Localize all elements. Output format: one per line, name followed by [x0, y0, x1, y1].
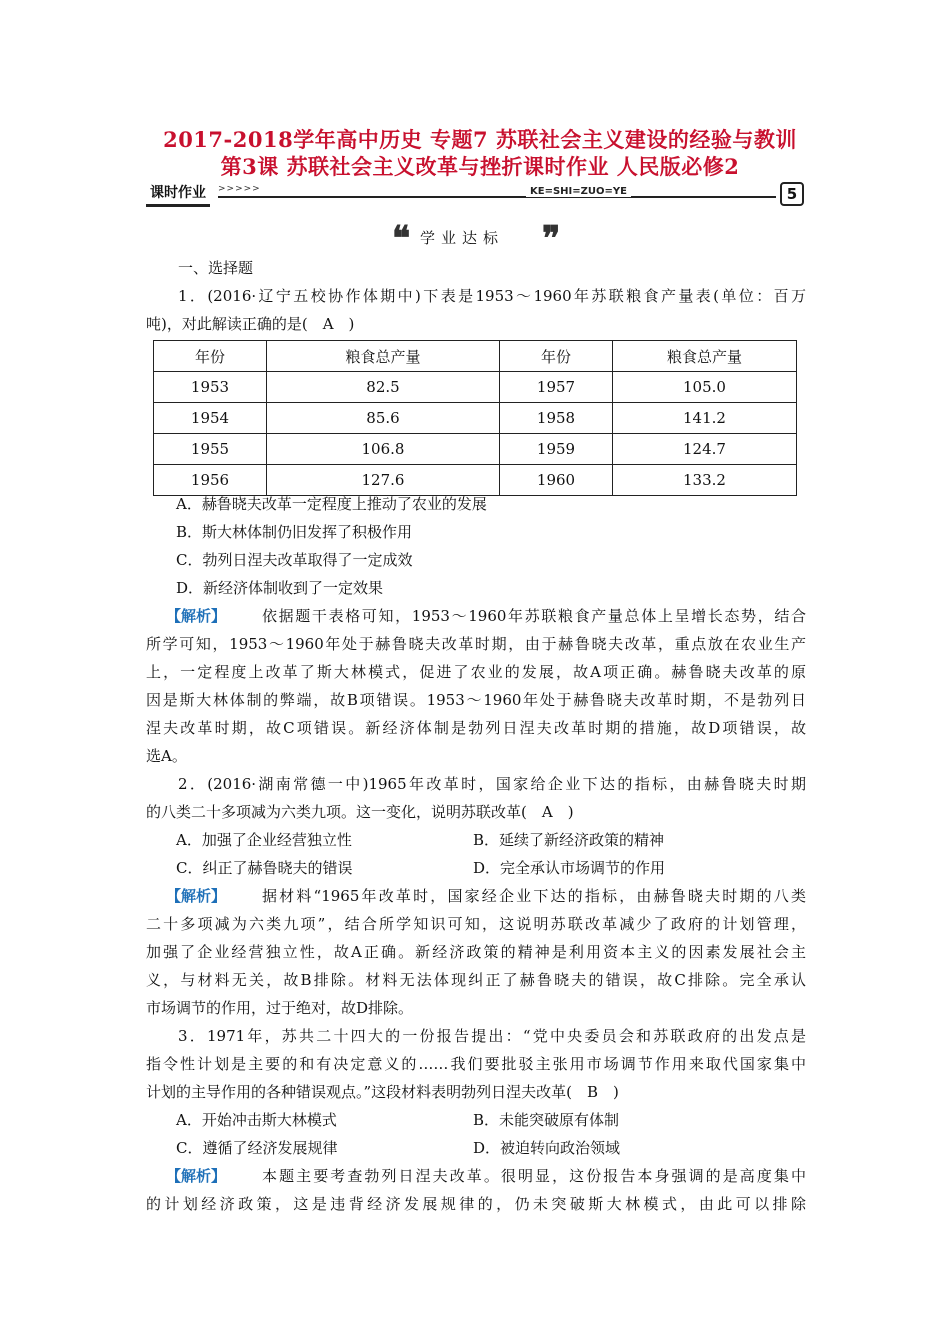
homework-banner — [146, 182, 806, 204]
q2-stem-line-1: 2．(2016·湖南常德一中)1965年改革时，国家给企业下达的指标，由赫鲁晓夫时期 — [178, 775, 806, 793]
table-cell: 1954 — [154, 403, 267, 434]
table-header-row — [154, 341, 797, 372]
q1-stem-line-1: 1．(2016·辽宁五校协作体期中)下表是1953～1960年苏联粮食产量表(单位：百万 — [178, 287, 806, 305]
table-cell: 1958 — [500, 403, 613, 434]
table-cell: 1960 — [500, 465, 613, 496]
table-cell: 1957 — [500, 372, 613, 403]
q2-analysis-line: 市场调节的作用，过于绝对，故D排除。 — [146, 999, 414, 1017]
q1-analysis-line: 上，一定程度上改革了斯大林模式，促进了农业的发展，故A项正确。赫鲁晓夫改革的原 — [146, 663, 806, 681]
table-cell: 85.6 — [267, 403, 500, 434]
q1-option-c: C．勃列日涅夫改革取得了一定成效 — [176, 551, 413, 569]
table-row — [154, 372, 797, 403]
q3-option-c: C．遵循了经济发展规律 — [176, 1139, 338, 1157]
banner-label: 课时作业 — [146, 182, 210, 207]
open-quote-icon: ❝ — [392, 219, 411, 259]
table-header-cell: 年份 — [154, 341, 267, 372]
q1-stem-line-2: 吨)，对此解读正确的是( A ) — [146, 315, 355, 333]
table-cell: 105.0 — [613, 372, 797, 403]
table-cell: 1956 — [154, 465, 267, 496]
banner-pinyin: KE=SHI=ZUO=YE — [526, 186, 631, 197]
q2-analysis-line: 据材料“1965年改革时，国家经企业下达的指标，由赫鲁晓夫时期的八类 — [262, 887, 806, 905]
q2-analysis-line: 二十多项减为六类九项”，结合所学知识可知，这说明苏联改革减少了政府的计划管理， — [146, 915, 806, 933]
table-cell: 133.2 — [613, 465, 797, 496]
q1-analysis-tag: 【解析】 — [166, 607, 227, 625]
section-heading: 学业达标 — [420, 229, 505, 247]
q2-analysis-line: 加强了企业经营独立性，故A正确。新经济政策的精神是利用资本主义的因素发展社会主 — [146, 943, 806, 961]
q3-stem-line: 指令性计划是主要的和有决定意义的……我们要批驳主张用市场调节作用来取代国家集中 — [146, 1055, 806, 1073]
banner-arrows: >>>>> — [218, 184, 261, 194]
table-cell: 127.6 — [267, 465, 500, 496]
q3-option-b: B．未能突破原有体制 — [473, 1111, 620, 1129]
q2-option-c: C．纠正了赫鲁晓夫的错误 — [176, 859, 353, 877]
document-title-line-2: 第3课 苏联社会主义改革与挫折课时作业 人民版必修2 — [220, 154, 740, 179]
q3-analysis-line: 本题主要考查勃列日涅夫改革。很明显，这份报告本身强调的是高度集中 — [262, 1167, 806, 1185]
q1-analysis-line: 依据题干表格可知，1953～1960年苏联粮食产量总体上呈增长态势，结合 — [262, 607, 806, 625]
q1-analysis-line: 选A。 — [146, 747, 187, 765]
q1-option-b: B．斯大林体制仍旧发挥了积极作用 — [176, 523, 413, 541]
q3-stem-line: 3．1971年，苏共二十四大的一份报告提出：“党中央委员会和苏联政府的出发点是 — [178, 1027, 806, 1045]
q2-stem-line-2: 的八类二十多项减为六类九项。这一变化，说明苏联改革( A ) — [146, 803, 574, 821]
banner-rule — [218, 196, 776, 198]
q1-option-a: A．赫鲁晓夫改革一定程度上推动了农业的发展 — [176, 495, 487, 513]
table-row — [154, 434, 797, 465]
q3-analysis-line: 的计划经济政策，这是违背经济发展规律的，仍未突破斯大林模式，由此可以排除 — [146, 1195, 806, 1213]
q2-option-a: A．加强了企业经营独立性 — [176, 831, 352, 849]
table-cell: 1953 — [154, 372, 267, 403]
q2-analysis-tag: 【解析】 — [166, 887, 227, 905]
table-cell: 106.8 — [267, 434, 500, 465]
table-header-cell: 粮食总产量 — [267, 341, 500, 372]
q1-analysis-line: 涅夫改革时期，故C项错误。新经济体制是勃列日涅夫改革时期的措施，故D项错误，故 — [146, 719, 806, 737]
table-header-cell: 粮食总产量 — [613, 341, 797, 372]
q2-analysis-line: 义，与材料无关，故B排除。材料无法体现纠正了赫鲁晓夫的错误，故C排除。完全承认 — [146, 971, 806, 989]
table-row — [154, 465, 797, 496]
document-title-line-1: 2017-2018学年高中历史 专题7 苏联社会主义建设的经验与教训 — [163, 127, 797, 152]
grain-output-table — [153, 340, 797, 496]
table-row — [154, 403, 797, 434]
table-header-cell: 年份 — [500, 341, 613, 372]
q1-option-d: D．新经济体制收到了一定效果 — [176, 579, 384, 597]
table-cell: 141.2 — [613, 403, 797, 434]
q2-option-d: D．完全承认市场调节的作用 — [473, 859, 666, 877]
table-cell: 1959 — [500, 434, 613, 465]
q3-stem-line: 计划的主导作用的各种错误观点。”这段材料表明勃列日涅夫改革( B ) — [146, 1083, 619, 1101]
q1-analysis-line: 因是斯大林体制的弊端，故B项错误。1953～1960年处于赫鲁晓夫改革时期，不是勃列日 — [146, 691, 806, 709]
q3-analysis-tag: 【解析】 — [166, 1167, 227, 1185]
table-cell: 1955 — [154, 434, 267, 465]
q3-option-d: D．被迫转向政治领域 — [473, 1139, 621, 1157]
banner-number-badge: 5 — [780, 182, 804, 206]
subsection-heading: 一、选择题 — [178, 259, 254, 277]
q2-option-b: B．延续了新经济政策的精神 — [473, 831, 665, 849]
close-quote-icon: ❞ — [542, 219, 561, 259]
q1-analysis-line: 所学可知，1953～1960年处于赫鲁晓夫改革时期，由于赫鲁晓夫改革，重点放在农业生产 — [146, 635, 806, 653]
table-cell: 124.7 — [613, 434, 797, 465]
table-cell: 82.5 — [267, 372, 500, 403]
q3-option-a: A．开始冲击斯大林模式 — [176, 1111, 337, 1129]
